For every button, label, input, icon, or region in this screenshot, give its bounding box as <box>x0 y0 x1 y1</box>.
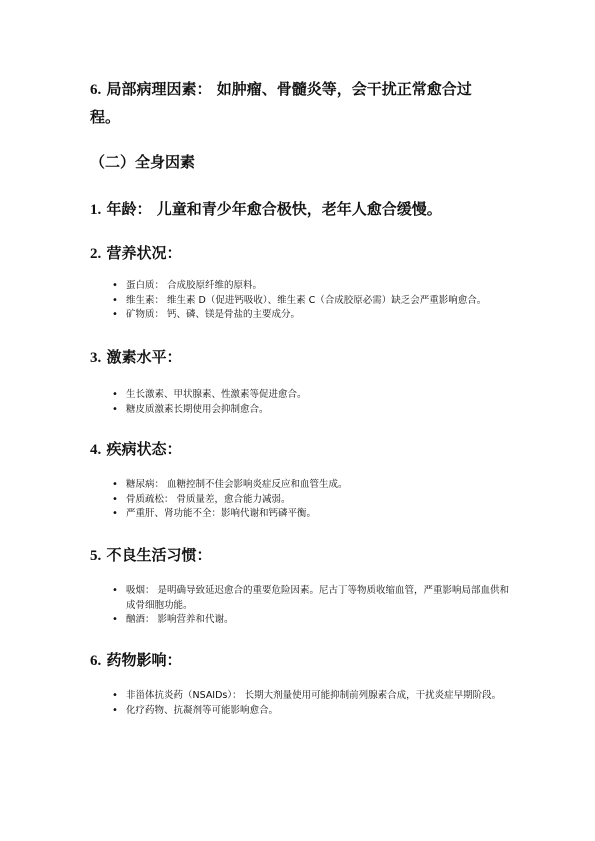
item-text-continuation: 程。 <box>90 108 121 126</box>
nutrition-heading <box>90 243 182 264</box>
item-number: 6. <box>90 82 102 98</box>
hormone-list <box>112 388 512 417</box>
lifestyle-heading <box>90 545 212 566</box>
item-label: 年龄： <box>106 200 152 218</box>
item-title: 激素水平： <box>106 348 182 366</box>
list-item: • 骨质疏松： 骨质量差，愈合能力减弱。 <box>112 493 512 508</box>
list-item: • 酗酒： 影响营养和代谢。 <box>112 613 512 628</box>
disease-heading <box>90 439 182 460</box>
item-number: 6. <box>90 653 102 669</box>
list-item: • 糖尿病： 血糖控制不佳会影响炎症反应和血管生成。 <box>112 478 512 493</box>
item-title: 营养状况： <box>106 244 182 262</box>
drug-list <box>112 689 512 718</box>
list-item: • 矿物质： 钙、磷、镁是骨盐的主要成分。 <box>112 308 512 323</box>
item-title: 不良生活习惯： <box>106 546 212 564</box>
item-number: 2. <box>90 246 102 262</box>
list-item: • 蛋白质： 合成胶原纤维的原料。 <box>112 279 512 294</box>
hormone-heading <box>90 347 182 368</box>
item-text: 儿童和青少年愈合极快，老年人愈合缓慢。 <box>156 200 442 218</box>
list-item: • 吸烟： 是明确导致延迟愈合的重要危险因素。尼古丁等物质收缩血管，严重影响局部血供和成骨细胞功能。 <box>112 584 512 613</box>
list-item: • 严重肝、肾功能不全：影响代谢和钙磷平衡。 <box>112 507 512 522</box>
local-pathology-heading <box>90 76 520 131</box>
item-label: 局部病理因素： <box>106 80 212 98</box>
item-title: 疾病状态： <box>106 440 182 458</box>
item-number: 4. <box>90 442 102 458</box>
item-number: 1. <box>90 202 102 218</box>
item-title: 药物影响： <box>106 651 182 669</box>
section-title-systemic-factors: （二）全身因素 <box>90 153 196 171</box>
list-item: • 糖皮质激素长期使用会抑制愈合。 <box>112 403 512 418</box>
item-number: 3. <box>90 350 102 366</box>
disease-list <box>112 478 512 522</box>
list-item: • 生长激素、甲状腺素、性激素等促进愈合。 <box>112 388 512 403</box>
list-item: • 化疗药物、抗凝剂等可能影响愈合。 <box>112 704 512 719</box>
list-item: • 维生素： 维生素 D（促进钙吸收）、维生素 C（合成胶原必需）缺乏会严重影响愈合。 <box>112 294 512 309</box>
age-heading <box>90 199 442 220</box>
item-text: 如肿瘤、骨髓炎等，会干扰正常愈合过 <box>216 80 472 98</box>
drug-heading <box>90 650 182 671</box>
item-number: 5. <box>90 548 102 564</box>
list-item: • 非甾体抗炎药（NSAIDs）： 长期大剂量使用可能抑制前列腺素合成，干扰炎症早期阶段。 <box>112 689 512 704</box>
nutrition-list <box>112 279 512 323</box>
lifestyle-list <box>112 584 512 628</box>
